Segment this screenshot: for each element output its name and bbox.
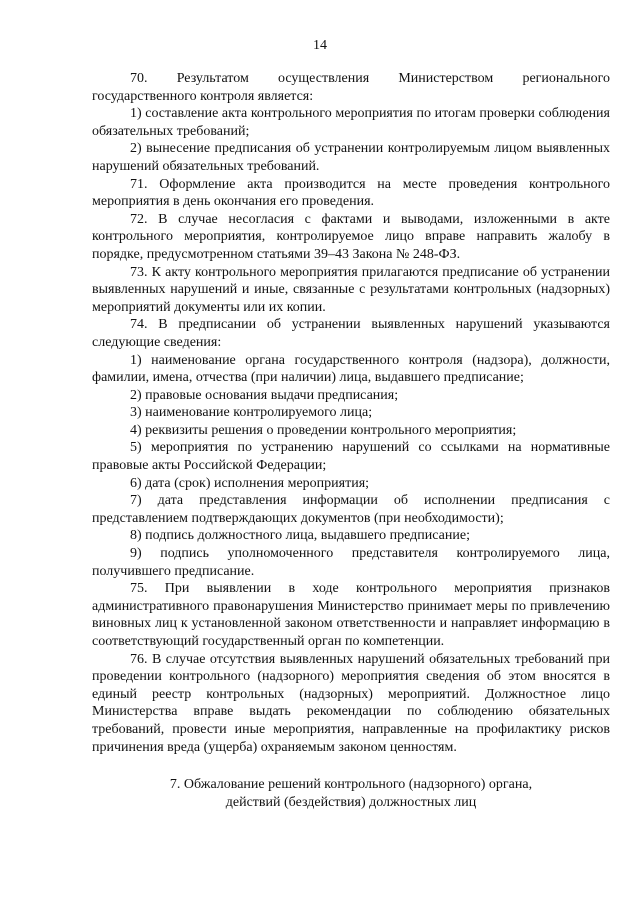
paragraph-74-item-8: 8) подпись должностного лица, выдавшего предписание;	[130, 528, 470, 544]
paragraph-71: 71. Оформление акта производится на месте проведения контрольного мероприятия в день окончания его проведения.	[92, 176, 610, 210]
paragraph-70-item-2: 2) вынесение предписания об устранении контролируемым лицом выявленных нарушений обязательных требований.	[92, 141, 610, 174]
paragraph-75: 75. При выявлении в ходе контрольного мероприятия признаков административного правонарушения Министерство принимает меры по привлечению виновных лиц к установленной законом ответственности и направляет информацию в соответствующий государственный орган по компетенции.	[92, 581, 610, 649]
paragraph-74: 74. В предписании об устранении выявленных нарушений указываются следующие сведения:	[92, 317, 610, 350]
paragraph-70: 70. Результатом осуществления Министерством регионального государственного контроля является:	[92, 71, 610, 104]
page-number: 14	[313, 38, 327, 53]
section-heading	[92, 776, 610, 811]
paragraph-72: 72. В случае несогласия с фактами и выводами, изложенными в акте контрольного мероприятия, контролируемое лицо вправе направить жалобу в порядке, предусмотренном статьями 39–43 Закона № 248-ФЗ.	[92, 211, 610, 262]
paragraph-74-item-3: 3) наименование контролируемого лица;	[130, 405, 373, 421]
paragraph-76: 76. В случае отсутствия выявленных нарушений обязательных требований при проведении контрольного (надзорного) мероприятия сведения об этом вносятся в единый реестр контрольных (надзорных) мероприятий. Должностное лицо Министерства вправе выдать рекомендации по соблюдению обязательных требований, провести иные мероприятия, направленные на профилактику рисков причинения вреда (ущерба) охраняемым законом ценностям.	[92, 651, 610, 755]
paragraph-70-item-1: 1) составление акта контрольного мероприятия по итогам проверки соблюдения обязательных требований;	[92, 106, 610, 139]
paragraph-73: 73. К акту контрольного мероприятия прилагаются предписание об устранении выявленных нарушений и иные, связанные с результатами контрольных (надзорных) мероприятий документы или их копии.	[92, 264, 610, 315]
document-body	[92, 70, 610, 811]
section-heading-line-1: 7. Обжалование решений контрольного (надзорного) органа,	[169, 777, 533, 793]
paragraph-74-item-5: 5) мероприятия по устранению нарушений со ссылками на нормативные правовые акты Российской Федерации;	[92, 440, 610, 474]
paragraph-74-item-9: 9) подпись уполномоченного представителя контролируемого лица, получившего предписание.	[92, 546, 610, 579]
paragraph-74-item-6: 6) дата (срок) исполнения мероприятия;	[130, 475, 370, 491]
section-heading-line-2: действий (бездействия) должностных лиц	[225, 794, 477, 810]
paragraph-74-item-2: 2) правовые основания выдачи предписания;	[130, 387, 399, 403]
paragraph-74-item-4: 4) реквизиты решения о проведении контрольного мероприятия;	[130, 422, 517, 438]
paragraph-74-item-1: 1) наименование органа государственного контроля (надзора), должности, фамилии, имена, отчества (при наличии) лица, выдавшего предписание;	[92, 352, 610, 386]
paragraph-74-item-7: 7) дата представления информации об исполнении предписания с представлением подтверждающих документов (при необходимости);	[92, 493, 610, 526]
